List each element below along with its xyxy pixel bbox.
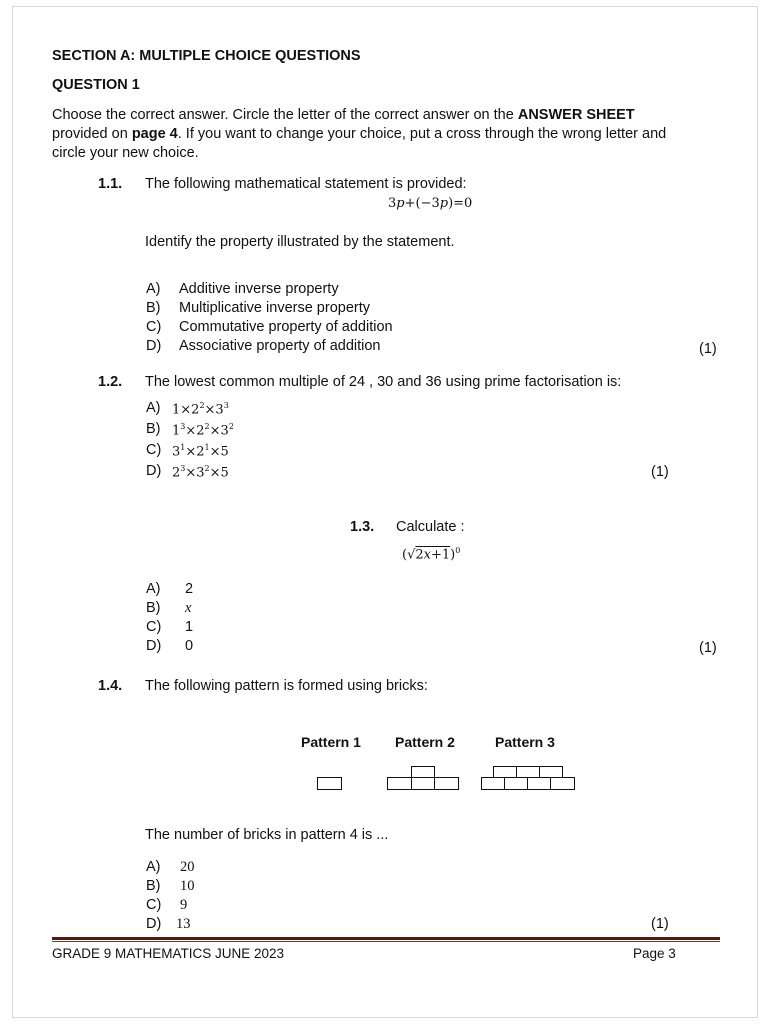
- brick: [387, 777, 412, 790]
- option-text: 0: [185, 638, 194, 654]
- instructions-text: Choose the correct answer. Circle the letter of the correct answer on the: [52, 107, 518, 123]
- question-number: 1.1.: [98, 176, 123, 192]
- brick: [411, 777, 435, 790]
- brick: [504, 777, 528, 790]
- option-letter: D): [146, 463, 162, 479]
- option-text: $2^3\times 3^2\times 5$: [172, 464, 229, 481]
- option-letter: C): [146, 442, 162, 458]
- mark-allocation: (1): [699, 640, 717, 656]
- instructions-text: provided on: [52, 126, 132, 142]
- option-letter: B): [146, 878, 161, 894]
- option-text: $1\times 2^2\times 3^3$: [172, 401, 229, 418]
- footer-page-number: Page 3: [633, 946, 676, 961]
- option-text: 2: [185, 581, 194, 597]
- option-letter: A): [146, 859, 161, 875]
- option-text: 1: [185, 619, 194, 635]
- section-title: SECTION A: MULTIPLE CHOICE QUESTIONS: [52, 48, 361, 64]
- option-text: x: [185, 600, 192, 616]
- brick: [317, 777, 342, 790]
- brick: [527, 777, 551, 790]
- question-number: 1.4.: [98, 678, 123, 694]
- instructions-emphasis: ANSWER SHEET: [517, 107, 635, 123]
- option-text: 10: [180, 878, 195, 894]
- question-title: QUESTION 1: [52, 77, 140, 93]
- option-text: Multiplicative inverse property: [179, 300, 370, 316]
- brick: [550, 777, 575, 790]
- mark-allocation: (1): [651, 916, 669, 932]
- option-letter: C): [146, 897, 162, 913]
- instructions-line-3: circle your new choice.: [52, 145, 199, 161]
- instructions-line-2: [52, 126, 666, 142]
- instructions-emphasis: page 4: [131, 126, 178, 142]
- instructions-text: . If you want to change your choice, put a cross through the wrong letter and: [177, 126, 667, 142]
- option-letter: D): [146, 338, 162, 354]
- footer-rule-thin: [52, 941, 720, 942]
- option-letter: A): [146, 281, 161, 297]
- brick: [434, 777, 459, 790]
- question-prompt: Identify the property illustrated by the statement.: [145, 234, 455, 250]
- question-number: 1.3.: [350, 519, 375, 535]
- instructions-line-1: [52, 107, 635, 123]
- question-number: 1.2.: [98, 374, 123, 390]
- footer-left: GRADE 9 MATHEMATICS JUNE 2023: [52, 946, 285, 961]
- option-letter: D): [146, 638, 162, 654]
- option-text: 13: [176, 916, 191, 932]
- option-letter: A): [146, 581, 161, 597]
- question-stem: Calculate :: [396, 519, 465, 535]
- footer-rule: [52, 937, 720, 940]
- option-letter: B): [146, 600, 161, 616]
- option-text: $1^3\times 2^2\times 3^2$: [172, 422, 234, 439]
- option-letter: A): [146, 400, 161, 416]
- option-text: 20: [180, 859, 195, 875]
- question-prompt: The number of bricks in pattern 4 is ...: [145, 827, 389, 843]
- brick: [481, 777, 505, 790]
- pattern-label: Pattern 2: [395, 734, 455, 750]
- mark-allocation: (1): [651, 464, 669, 480]
- question-stem: The following mathematical statement is provided:: [145, 176, 467, 192]
- option-letter: D): [146, 916, 162, 932]
- option-letter: C): [146, 619, 162, 635]
- question-stem: The lowest common multiple of 24 , 30 and 36 using prime factorisation is:: [145, 374, 622, 390]
- option-text: Commutative property of addition: [179, 319, 393, 335]
- expression: $(√2x+1)^0$: [402, 546, 461, 563]
- equation: 3p+(−3p)=0: [388, 196, 473, 211]
- option-text: $3^1\times 2^1\times 5$: [172, 443, 229, 460]
- option-letter: B): [146, 421, 161, 437]
- pattern-label: Pattern 3: [495, 734, 555, 750]
- option-text: 9: [180, 897, 188, 913]
- option-letter: C): [146, 319, 162, 335]
- option-text: Associative property of addition: [179, 338, 381, 354]
- mark-allocation: (1): [699, 341, 717, 357]
- pattern-label: Pattern 1: [301, 734, 361, 750]
- option-text: Additive inverse property: [179, 281, 339, 297]
- question-stem: The following pattern is formed using bricks:: [145, 678, 428, 694]
- option-letter: B): [146, 300, 161, 316]
